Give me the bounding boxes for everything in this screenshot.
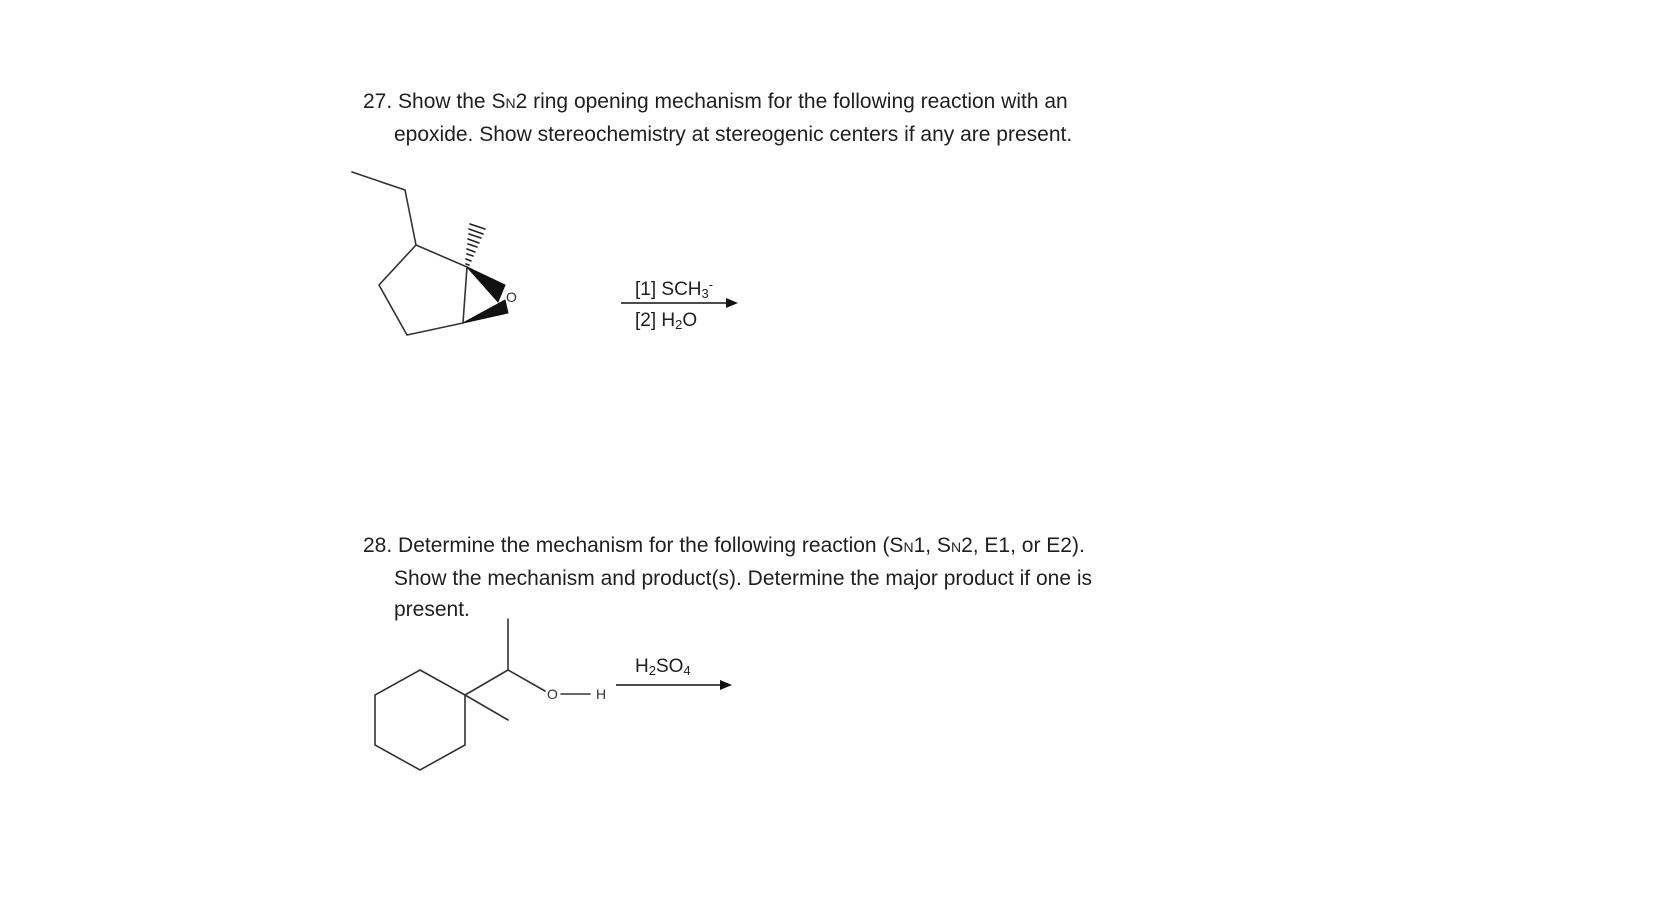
reagent-subscript: 2 — [648, 663, 656, 678]
question-28-subscript: N — [903, 539, 914, 555]
question-27-line-2: epoxide. Show stereochemistry at stereogenic centers if any are present. — [394, 123, 1073, 146]
hashed-bond — [466, 224, 485, 265]
reagent-superscript: - — [708, 277, 714, 292]
question-28-text-part: 1, S — [913, 534, 951, 557]
reagent-27-step-2 — [635, 310, 697, 332]
reaction-arrow-27-head — [726, 298, 738, 308]
cyclohexane-ring — [375, 670, 465, 770]
question-27-text-part: Show the S — [398, 90, 506, 113]
reagent-subscript: 2 — [675, 317, 683, 332]
epoxide-oxygen-label: O — [506, 289, 517, 305]
alcohol-hydrogen-label: H — [596, 686, 607, 702]
question-27-number: 27. — [363, 90, 393, 113]
ethyl-bond-2 — [405, 190, 416, 245]
reagent-text: H — [635, 656, 649, 677]
question-28-number: 28. — [363, 534, 393, 557]
question-28-text-part: Determine the mechanism for the following reaction (S — [398, 534, 904, 557]
reaction-arrow-28-head — [720, 680, 732, 690]
reagent-subscript: 4 — [683, 663, 691, 678]
epoxide-structure — [352, 172, 508, 335]
reagent-text: SO — [655, 656, 684, 677]
question-28-line-2: Show the mechanism and product(s). Determine the major product if one is — [394, 567, 1092, 590]
reagent-subscript: 3 — [701, 286, 709, 301]
ethyl-bond-1 — [352, 172, 405, 190]
question-28-text-part: 2, E1, or E2). — [961, 534, 1085, 557]
epoxide-wedge-bottom — [463, 300, 508, 323]
epoxide-wedge-top — [467, 267, 505, 302]
reagent-27-step-1 — [635, 277, 713, 301]
methyl-bond — [465, 695, 508, 720]
ring-to-carbon-bond — [465, 670, 508, 695]
question-28-line-3: present. — [394, 598, 470, 621]
reagent-28 — [635, 656, 691, 678]
reagent-text: [2] H — [635, 310, 676, 331]
question-27-text-part: 2 ring opening mechanism for the following reaction with an — [515, 90, 1068, 113]
reagent-text: O — [682, 310, 698, 331]
cyclopentane-ring — [379, 245, 467, 335]
question-27-subscript: N — [505, 95, 516, 111]
carbon-to-oxygen-bond — [508, 670, 545, 691]
question-28-subscript: N — [950, 539, 962, 555]
reagent-text: [1] SCH — [635, 279, 702, 300]
alcohol-oxygen-label: O — [547, 686, 558, 702]
